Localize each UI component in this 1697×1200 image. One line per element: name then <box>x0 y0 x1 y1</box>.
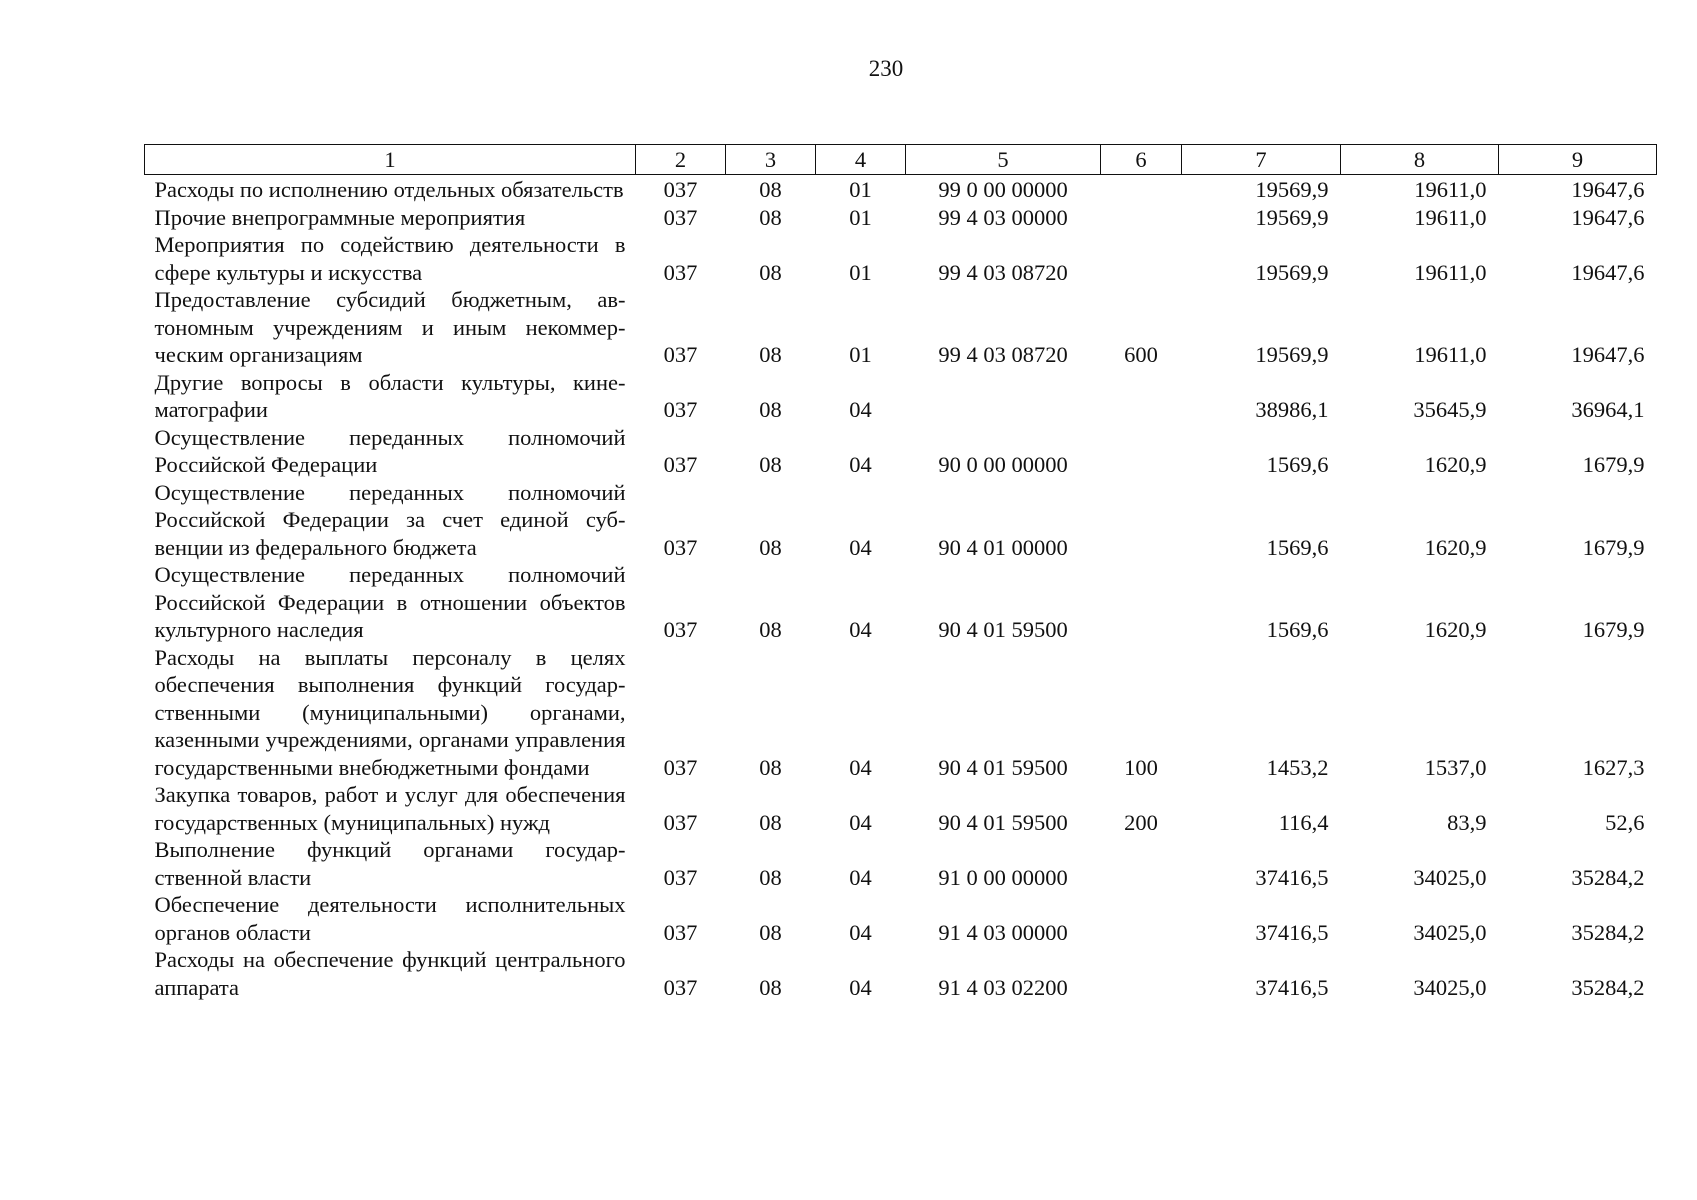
cell-target-article: 99 4 03 00000 <box>938 204 1068 230</box>
cell-subsection: 04 <box>849 864 872 890</box>
cell-admin-code: 037 <box>663 259 698 285</box>
cell-admin-code: 037 <box>663 534 698 560</box>
cell-section: 08 <box>759 864 782 890</box>
cell-value-8: 1620,9 <box>1424 617 1487 642</box>
cell-target-article: 99 0 00 00000 <box>938 177 1068 202</box>
cell-value-8: 19611,0 <box>1414 204 1487 230</box>
cell-value-9: 35284,2 <box>1571 974 1645 1000</box>
cell-subsection: 04 <box>849 974 872 1000</box>
column-header-3: 3 <box>726 145 816 175</box>
cell-section: 08 <box>759 452 782 477</box>
column-header-7: 7 <box>1182 145 1341 175</box>
table-row <box>145 424 1657 479</box>
cell-section: 08 <box>759 617 782 642</box>
cell-value-8: 34025,0 <box>1413 864 1487 890</box>
column-header-1: 1 <box>145 145 636 175</box>
cell-value-9: 1679,9 <box>1582 452 1645 477</box>
cell-value-9: 19647,6 <box>1571 342 1645 367</box>
row-name: Осуществление переданных полномочий Российской Федерации за счет единой субвенции из федерального бюджета <box>154 479 626 560</box>
cell-target-article: 99 4 03 08720 <box>938 342 1068 367</box>
cell-subsection: 04 <box>849 919 872 945</box>
cell-value-9: 19647,6 <box>1571 259 1645 285</box>
cell-target-article: 90 4 01 59500 <box>938 617 1068 642</box>
page-number: 230 <box>868 56 904 81</box>
cell-subsection: 01 <box>849 342 872 367</box>
cell-target-article: 90 0 00 00000 <box>938 452 1068 477</box>
column-header-8: 8 <box>1341 145 1499 175</box>
row-name: Обеспечение деятельности исполнительных органов области <box>154 892 626 945</box>
cell-value-9: 35284,2 <box>1571 919 1645 945</box>
cell-target-article: 90 4 01 00000 <box>938 534 1068 560</box>
table-row <box>145 369 1657 424</box>
cell-subsection: 04 <box>849 452 872 477</box>
cell-section: 08 <box>759 204 782 230</box>
cell-admin-code: 037 <box>663 342 698 367</box>
table-row <box>145 891 1657 946</box>
budget-table <box>144 144 1657 1001</box>
row-name: Предоставление субсидий бюджетным, автономным учреждениям и иным некоммерческим организациям <box>154 287 626 367</box>
cell-subsection: 04 <box>849 754 872 780</box>
cell-value-9: 19647,6 <box>1571 177 1645 202</box>
table-header-row <box>145 145 1657 175</box>
cell-target-article: 91 0 00 00000 <box>938 864 1068 890</box>
cell-section: 08 <box>759 259 782 285</box>
cell-expense-type <box>1101 231 1182 286</box>
cell-admin-code: 037 <box>663 754 698 780</box>
cell-target-article: 90 4 01 59500 <box>938 809 1068 835</box>
cell-subsection: 01 <box>849 177 872 202</box>
cell-value-8: 1620,9 <box>1424 534 1487 560</box>
row-name: Закупка товаров, работ и услуг для обеспечения государственных (муниципальных) нужд <box>154 782 626 835</box>
cell-subsection: 04 <box>849 617 872 642</box>
cell-value-7: 38986,1 <box>1255 397 1329 422</box>
cell-expense-type <box>1101 479 1182 562</box>
cell-value-9: 36964,1 <box>1571 397 1645 422</box>
cell-target-article: 91 4 03 00000 <box>938 919 1068 945</box>
cell-value-7: 1569,6 <box>1266 452 1329 477</box>
cell-value-7: 1569,6 <box>1266 617 1329 642</box>
cell-value-8: 1537,0 <box>1424 754 1487 780</box>
cell-admin-code: 037 <box>663 809 698 835</box>
cell-admin-code: 037 <box>663 397 698 422</box>
table-row <box>145 836 1657 891</box>
cell-subsection: 04 <box>849 809 872 835</box>
cell-value-9: 19647,6 <box>1571 204 1645 230</box>
cell-value-8: 35645,9 <box>1413 397 1487 422</box>
cell-expense-type <box>1101 561 1182 644</box>
table-row <box>145 781 1657 836</box>
cell-section: 08 <box>759 397 782 422</box>
cell-subsection: 01 <box>849 204 872 230</box>
cell-admin-code: 037 <box>663 617 698 642</box>
row-name: Мероприятия по содействию деятельности в сфере культуры и искусства <box>154 232 626 285</box>
cell-expense-type <box>1101 891 1182 946</box>
cell-value-8: 19611,0 <box>1414 259 1487 285</box>
cell-admin-code: 037 <box>663 452 698 477</box>
cell-target-article <box>906 369 1101 424</box>
cell-admin-code: 037 <box>663 919 698 945</box>
cell-expense-type <box>1101 946 1182 1001</box>
cell-target-article: 90 4 01 59500 <box>938 754 1068 780</box>
cell-expense-type <box>1101 836 1182 891</box>
column-header-5: 5 <box>906 145 1101 175</box>
cell-admin-code: 037 <box>663 204 698 230</box>
cell-target-article: 91 4 03 02200 <box>938 974 1068 1000</box>
cell-value-8: 19611,0 <box>1414 177 1487 202</box>
cell-subsection: 04 <box>849 397 872 422</box>
cell-expense-type <box>1101 369 1182 424</box>
cell-value-7: 19569,9 <box>1255 259 1329 285</box>
cell-section: 08 <box>759 919 782 945</box>
table-row <box>145 946 1657 1001</box>
cell-admin-code: 037 <box>663 177 698 202</box>
cell-value-7: 1453,2 <box>1266 754 1329 780</box>
cell-section: 08 <box>759 177 782 202</box>
cell-section: 08 <box>759 342 782 367</box>
cell-value-8: 1620,9 <box>1424 452 1487 477</box>
cell-expense-type <box>1101 424 1182 479</box>
table-row <box>145 175 1657 204</box>
cell-value-7: 19569,9 <box>1255 204 1329 230</box>
cell-value-7: 1569,6 <box>1266 534 1329 560</box>
column-header-2: 2 <box>636 145 726 175</box>
cell-section: 08 <box>759 809 782 835</box>
cell-value-7: 19569,9 <box>1255 342 1329 367</box>
cell-value-7: 37416,5 <box>1255 919 1329 945</box>
row-name: Осуществление переданных полномочий Российской Федерации в отношении объектов культурного наследия <box>154 562 626 642</box>
cell-value-8: 34025,0 <box>1413 974 1487 1000</box>
cell-section: 08 <box>759 754 782 780</box>
column-header-9: 9 <box>1499 145 1657 175</box>
table-row <box>145 644 1657 782</box>
cell-subsection: 04 <box>849 534 872 560</box>
cell-value-8: 34025,0 <box>1413 919 1487 945</box>
cell-admin-code: 037 <box>663 864 698 890</box>
cell-expense-type: 100 <box>1124 754 1158 780</box>
cell-expense-type: 200 <box>1124 809 1158 835</box>
cell-expense-type <box>1101 204 1182 232</box>
cell-value-9: 1679,9 <box>1582 534 1645 560</box>
row-name: Расходы на выплаты персоналу в целях обеспечения выполнения функций государственными (муниципальными) органами, казенными учреждениями, органами управления государственными внебюджетными фондами <box>154 644 626 780</box>
cell-value-9: 1627,3 <box>1582 754 1645 780</box>
cell-value-8: 83,9 <box>1447 809 1487 835</box>
cell-expense-type: 600 <box>1124 342 1158 367</box>
cell-subsection: 01 <box>849 259 872 285</box>
cell-value-8: 19611,0 <box>1414 342 1487 367</box>
cell-expense-type <box>1101 175 1182 204</box>
cell-admin-code: 037 <box>663 974 698 1000</box>
cell-value-9: 35284,2 <box>1571 864 1645 890</box>
row-name: Другие вопросы в области культуры, кинематографии <box>154 369 626 422</box>
cell-value-9: 1679,9 <box>1582 617 1645 642</box>
row-name: Расходы на обеспечение функций центрального аппарата <box>154 947 626 1000</box>
cell-section: 08 <box>759 974 782 1000</box>
row-name: Осуществление переданных полномочий Российской Федерации <box>154 424 626 477</box>
row-name: Выполнение функций органами государственной власти <box>154 837 626 890</box>
cell-target-article: 99 4 03 08720 <box>938 259 1068 285</box>
cell-value-7: 37416,5 <box>1255 974 1329 1000</box>
row-name: Прочие внепрограммные мероприятия <box>154 204 526 230</box>
table-row <box>145 231 1657 286</box>
table-row <box>145 204 1657 232</box>
table-row <box>145 561 1657 644</box>
table-row <box>145 479 1657 562</box>
cell-value-7: 19569,9 <box>1255 177 1329 202</box>
row-name: Расходы по исполнению отдельных обязательств <box>154 177 624 202</box>
column-header-4: 4 <box>816 145 906 175</box>
table-row <box>145 286 1657 369</box>
column-header-6: 6 <box>1101 145 1182 175</box>
cell-value-9: 52,6 <box>1605 809 1645 835</box>
cell-value-7: 116,4 <box>1278 809 1329 835</box>
cell-section: 08 <box>759 534 782 560</box>
cell-value-7: 37416,5 <box>1255 864 1329 890</box>
